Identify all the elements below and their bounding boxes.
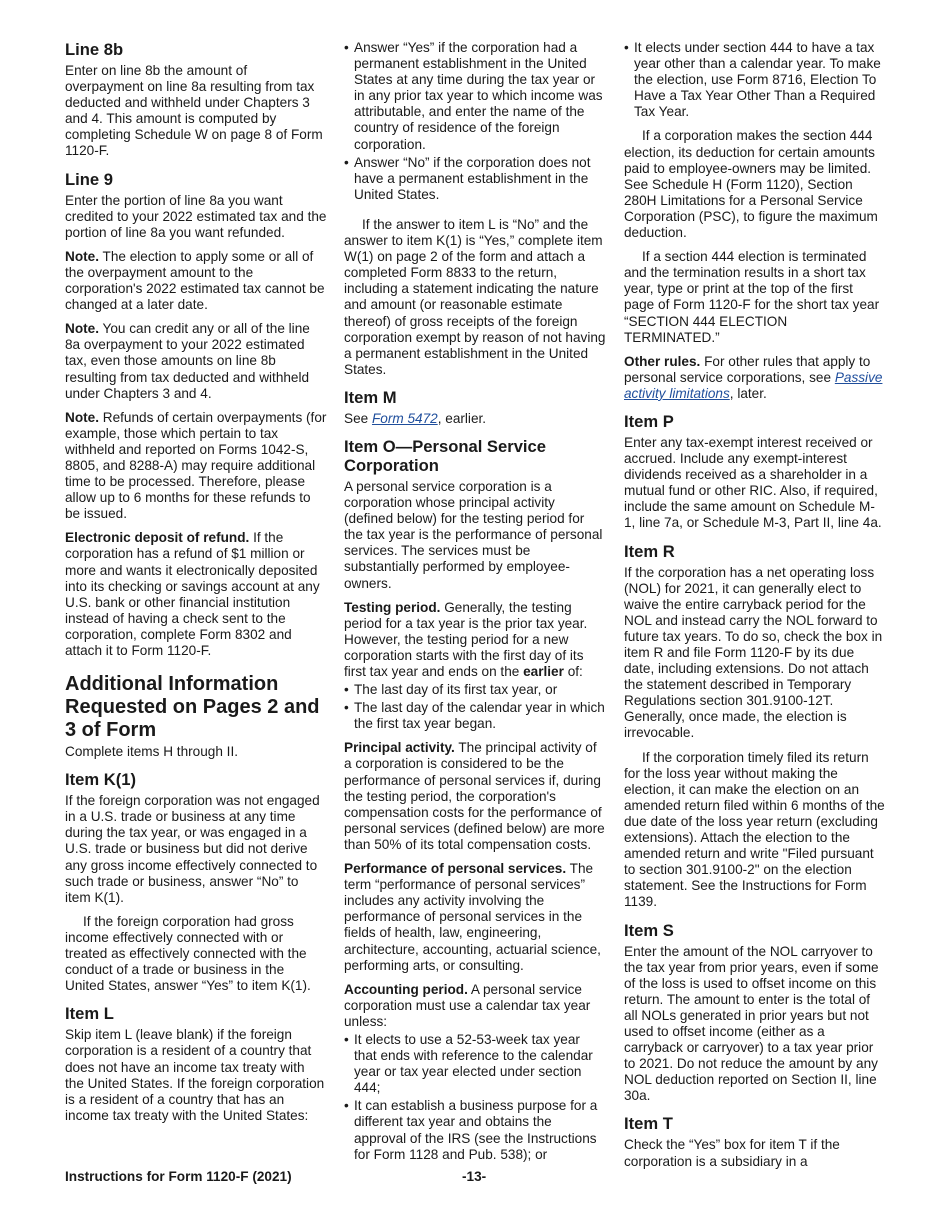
paragraph-item-s: Enter the amount of the NOL carryover to the tax year from prior years, even if some of the loss is used to offset income on this return. The amount to enter is the total of all NOLs generated in prior years but not used to offset income (either as a carryback or carryover) to a tax year prior to 2021. Do not reduce the amount by any NOL deduction reported on Section II, line 30a.: [624, 943, 879, 1104]
performance-services-text: The term “performance of personal services” includes any activity involving the performance of personal services in the fields of health, law, engineering, architecture, accounting, actuarial science, performing arts, or consulting.: [344, 861, 601, 973]
heading-item-l: Item L: [65, 1004, 114, 1024]
accounting-period-text: A personal service corporation must use a calendar tax year unless:: [344, 981, 591, 1029]
bullet-section-444: • It elects under section 444 to have a tax year other than a calendar year. To make the election, use Form 8716, Election To Have a Tax Year Other Than a Required Tax Year.: [624, 40, 886, 120]
item-m-earlier: , earlier.: [437, 410, 487, 426]
testing-period-text: Generally, the testing period for a tax year is the prior tax year. However, the testing period for a new corporation starts with the first day of its first tax year and ends on the: [344, 599, 588, 679]
paragraph-item-k1-a: If the foreign corporation was not engaged in a U.S. trade or business at any time during the tax year, or was engaged in a U.S. trade or business but did not derive any gross income effectively connected to such trade or business, answer “No” to item K(1).: [65, 793, 320, 905]
paragraph-item-o: A personal service corporation is a corporation whose principal activity (defined below) for the testing period for the tax year is the performance of personal services. The services must be substantially performed by employee-owners.: [344, 478, 603, 591]
paragraph-item-t: Check the “Yes” box for item T if the corporation is a subsidiary in a: [624, 1137, 840, 1169]
paragraph-item-r-a: If the corporation has a net operating loss (NOL) for 2021, it can generally elect to waive the entire carryback period for the NOL and instead carry the NOL forward to future tax years. To do so, check the box in item R and file Form 1120-F by its due date, including extensions. Do not attach the statement described in Temporary Regulations section 301.9100-12T. Generally, once made, the election is irrevocable.: [624, 564, 883, 741]
note-election-text: The election to apply some or all of the overpayment amount to the corporation's 2022 estimated tax cannot be changed at a later date.: [65, 248, 325, 313]
testing-period-earlier: earlier: [523, 664, 564, 679]
bullet-testing-period-2: • The last day of the calendar year in which the first tax year began.: [344, 700, 606, 732]
column-2: [344, 40, 606, 1165]
heading-item-p: Item P: [624, 411, 674, 431]
performance-services-label: Performance of personal services.: [344, 861, 567, 877]
testing-period-label: Testing period.: [344, 599, 441, 615]
paragraph-line-9: Enter the portion of line 8a you want credited to your 2022 estimated tax and the portion of line 8a you want refunded.: [65, 192, 327, 240]
paragraph-section-444-b: If a section 444 election is terminated and the termination results in a short tax year, type or print at the top of the first page of Form 1120-F for the short tax year “SECTION 444 ELECTION TERMINATED.”: [624, 249, 880, 345]
other-rules-paragraph: [624, 354, 886, 402]
paragraph-additional-information: Complete items H through II.: [65, 744, 239, 760]
note-label: Note.: [65, 409, 99, 425]
electronic-deposit-text: If the corporation has a refund of $1 million or more and wants it electronically deposited into its checking or savings account at any U.S. bank or other financial institution instead of having a check sent to the corporation, complete Form 8302 and attach it to Form 1120-F.: [65, 530, 320, 658]
electronic-deposit-label: Electronic deposit of refund.: [65, 530, 250, 546]
paragraph-section-444-a: If a corporation makes the section 444 election, its deduction for certain amounts paid to employee-owners may be limited. See Schedule H (Form 1120), Section 280H Limitations for a Personal Service Corporation (PSC), to figure the maximum deduction.: [624, 128, 878, 241]
bullet-accounting-period-1: • It elects to use a 52-53-week tax year that ends with reference to the calendar year or tax year elected under section 444;: [344, 1032, 606, 1096]
bullet-answer-no: • Answer “No” if the corporation does not have a permanent establishment in the United States.: [344, 155, 606, 203]
column-3: [624, 40, 886, 1178]
note-credit-text: You can credit any or all of the line 8a overpayment to your 2022 estimated tax, even those amounts on line 8b resulting from tax deducted and withheld under Chapters 3 and 4.: [65, 321, 310, 401]
electronic-deposit-paragraph: [65, 530, 327, 659]
form-5472-link[interactable]: Form 5472: [371, 410, 438, 426]
paragraph-item-k1-b: If the foreign corporation had gross income effectively connected with or treated as effectively connected with the conduct of a trade or business in the United States, answer “Yes” to item K(1).: [65, 913, 311, 994]
heading-additional-information: Additional Information Requested on Pages 2 and 3 of Form: [65, 673, 320, 742]
note-refunds-text: Refunds of certain overpayments (for example, those which pertain to tax withheld and reported on Forms 1042-S, 8805, and 8288-A) may require additional time to be processed. Therefore, please allow up to 6 months for these refunds to be issued.: [65, 409, 327, 522]
heading-item-s: Item S: [624, 920, 674, 940]
paragraph-item-p: Enter any tax-exempt interest received or accrued. Include any exempt-interest dividends received as a shareholder in a mutual fund or other RIC. Also, if required, include the same amount on Schedule M-1, line 7a, or Schedule M-3, Part II, line 4a.: [624, 434, 882, 531]
paragraph-item-l: Skip item L (leave blank) if the foreign corporation is a resident of a country that does not have an income tax treaty with the United States. If the foreign corporation is a resident of a country that has an income tax treaty with the United States:: [65, 1027, 325, 1123]
principal-activity-text: The principal activity of a corporation is considered to be the performance of personal services if, during the testing period, the corporation's compensation costs for the performance of personal services (defined below) are more than 50% of its total compensation costs.: [344, 740, 605, 852]
heading-item-k1: Item K(1): [65, 770, 136, 790]
note-label: Note.: [65, 248, 99, 264]
heading-item-t: Item T: [624, 1114, 673, 1134]
principal-activity-label: Principal activity.: [344, 740, 455, 756]
heading-line-9: Line 9: [65, 169, 113, 189]
heading-item-r: Item R: [624, 541, 675, 561]
performance-services-paragraph: [344, 861, 606, 974]
page-number: -13-: [462, 1169, 487, 1184]
paragraph-item-r-b: If the corporation timely filed its return for the loss year without making the election, it can make the election on an amended return filed within 6 months of the due date of the loss year return (excluding extensions). Attach the election to the amended return and write "Filed pursuant to section 301.9100-2" on the election statement. See the Instructions for Form 1139.: [624, 749, 885, 910]
principal-activity-paragraph: [344, 740, 606, 853]
note-label: Note.: [65, 321, 99, 337]
other-rules-text: For other rules that apply to personal service corporations, see: [624, 353, 871, 385]
paragraph-item-l-continued: If the answer to item L is “No” and the answer to item K(1) is “Yes,” complete item W(1) on page 2 of the form and attach a completed Form 8833 to the return, including a statement indicating the nature and amount (or reasonable estimate thereof) of gross receipts of the foreign corporation exempt by reason of not having a permanent establishment in the United States.: [344, 216, 606, 377]
note-refunds: [65, 410, 327, 523]
accounting-period-paragraph: [344, 982, 606, 1030]
bullet-answer-yes: • Answer “Yes” if the corporation had a permanent establishment in the United States at any time during the tax year or in any prior tax year to which income was attributable, and enter the name of the country of residence of the foreign corporation.: [344, 40, 606, 153]
heading-line-8b: Line 8b: [65, 40, 124, 59]
testing-period-of: of:: [567, 664, 583, 679]
column-1: [65, 40, 327, 1132]
accounting-period-label: Accounting period.: [344, 981, 468, 997]
item-m-see: See: [344, 410, 372, 426]
paragraph-line-8b: Enter on line 8b the amount of overpayment on line 8a resulting from tax deducted and withheld under Chapters 3 and 4. This amount is computed by completing Schedule W on page 8 of Form 1120-F.: [65, 63, 323, 159]
bullet-accounting-period-2: • It can establish a business purpose for a different tax year and obtains the approval of the IRS (see the Instructions for Form 1128 and Pub. 538); or: [344, 1098, 606, 1162]
other-rules-label: Other rules.: [624, 353, 701, 369]
note-credit: [65, 321, 327, 401]
other-rules-later: , later.: [729, 385, 767, 401]
testing-period-paragraph: [344, 600, 606, 680]
bullet-testing-period-1: • The last day of its first tax year, or: [344, 682, 606, 698]
heading-item-m: Item M: [344, 387, 397, 407]
passive-activity-limitations-link[interactable]: Passive activity limitations: [624, 369, 883, 401]
note-election: [65, 249, 327, 313]
heading-item-o: Item O—Personal Service Corporation: [344, 436, 546, 475]
paragraph-item-m: [344, 411, 606, 427]
footer-form-title: Instructions for Form 1120-F (2021): [65, 1169, 292, 1184]
